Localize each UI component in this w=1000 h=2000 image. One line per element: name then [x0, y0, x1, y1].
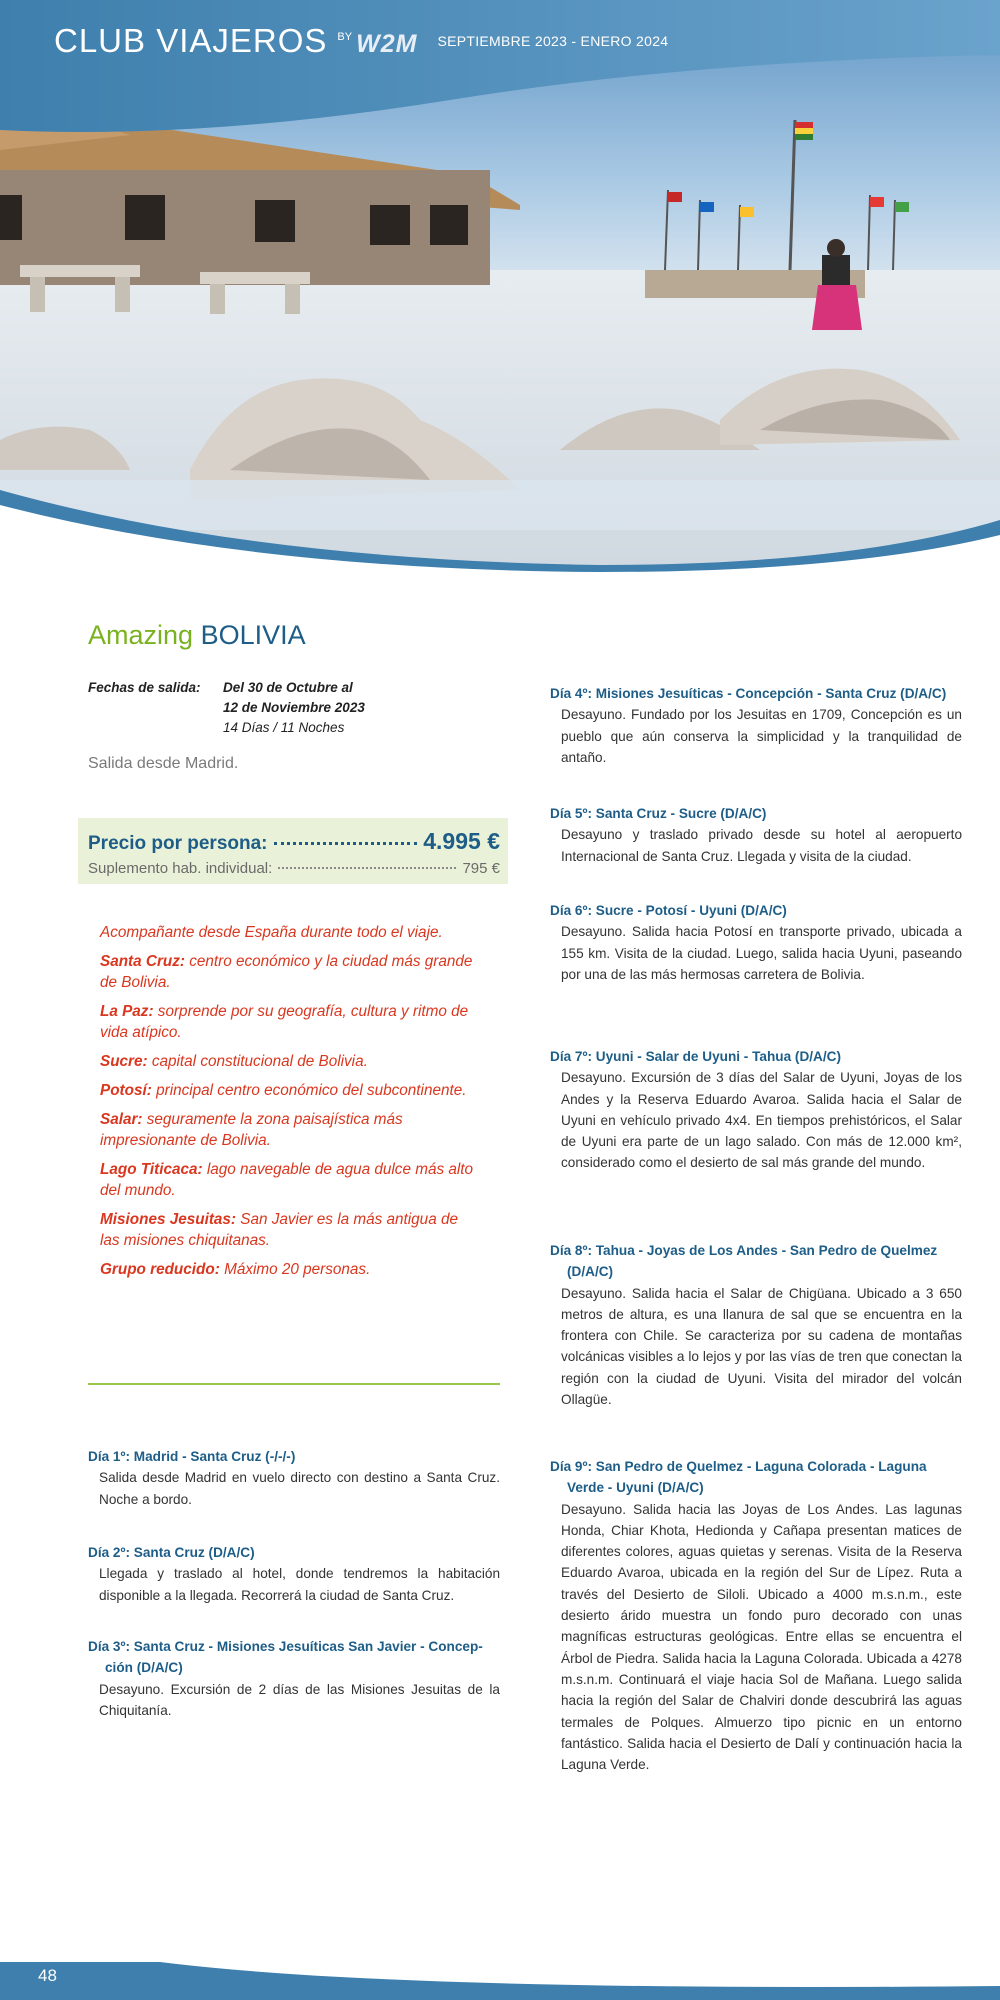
club-title: CLUB VIAJEROS — [54, 22, 328, 59]
price-box — [78, 818, 508, 884]
itinerary-day-6 — [550, 900, 962, 985]
supplement-leader-dots — [278, 867, 456, 869]
itinerary-day-3 — [88, 1636, 500, 1721]
dates-label: Fechas de salida: — [88, 680, 201, 695]
highlight-item: Lago Titicaca: lago navegable de agua dulce más alto del mundo. — [100, 1161, 474, 1199]
page-number: 48 — [38, 1966, 57, 1985]
highlight-item: Sucre: capital constitucional de Bolivia. — [100, 1053, 368, 1070]
dates-line-1: Del 30 de Octubre al — [223, 680, 353, 695]
hero-banner — [0, 0, 1000, 580]
itinerary-day-4 — [550, 683, 962, 768]
day-description: Desayuno. Salida hacia Potosí en transporte privado, ubicada a 155 km. Visita de la ciudad. Luego, salida hacia Uyuni, paseando por una de las más hermosas carretera de Bolivia. — [561, 924, 962, 982]
highlight-item: Santa Cruz: centro económico y la ciudad más grande de Bolivia. — [100, 953, 473, 991]
day-title: Día 4º: Misiones Jesuíticas - Concepción - Santa Cruz (D/A/C) — [550, 686, 947, 701]
price-value: 4.995 € — [423, 828, 500, 854]
brand-logo: W2M — [356, 30, 418, 58]
trip-title — [88, 620, 306, 651]
highlight-item: Potosí: principal centro económico del subcontinente. — [100, 1082, 467, 1099]
section-divider — [88, 1383, 500, 1385]
title-prefix: Amazing — [88, 620, 194, 650]
itinerary-day-7 — [550, 1046, 962, 1174]
highlight-item: Grupo reducido: Máximo 20 personas. — [100, 1261, 371, 1278]
day-title: Día 7º: Uyuni - Salar de Uyuni - Tahua (D/A/C) — [550, 1049, 841, 1064]
day-description: Desayuno y traslado privado desde su hotel al aeropuerto Internacional de Santa Cruz. Llegada y visita de la ciudad. — [561, 827, 962, 864]
day-description: Salida desde Madrid en vuelo directo con destino a Santa Cruz. Noche a bordo. — [99, 1470, 500, 1507]
day-description: Desayuno. Salida hacia el Salar de Chigüana. Ubicado a 3 650 metros de altura, es una llanura de sal que se encuentra en la frontera con Chile. Se caracteriza por su cadena de montañas volcánicas visibles a lo lejos y por las vías de tren que conectan la región con la ciudad de Uyuni. Visita del mirador del volcán Ollagüe. — [561, 1285, 962, 1408]
supplement-row — [88, 860, 500, 877]
supplement-value: 795 € — [462, 860, 500, 877]
footer-band — [0, 1962, 1000, 2000]
highlight-item: Acompañante desde España durante todo el viaje. — [100, 924, 443, 941]
day-description: Desayuno. Excursión de 2 días de las Misiones Jesuitas de la Chiquitanía. — [99, 1681, 500, 1718]
day-title: Día 5º: Santa Cruz - Sucre (D/A/C) — [550, 806, 767, 821]
highlight-item: Misiones Jesuitas: San Javier es la más antigua de las misiones chiquitanas. — [100, 1211, 458, 1249]
season-label: SEPTIEMBRE 2023 - ENERO 2024 — [437, 33, 669, 49]
day-title: Día 1º: Madrid - Santa Cruz (-/-/-) — [88, 1449, 296, 1464]
departure-city: Salida desde Madrid. — [88, 755, 239, 772]
itinerary-day-2 — [88, 1542, 500, 1606]
highlight-item: Salar: seguramente la zona paisajística más impresionante de Bolivia. — [100, 1111, 403, 1149]
itinerary-day-5 — [550, 803, 962, 867]
day-title: Día 2º: Santa Cruz (D/A/C) — [88, 1545, 255, 1560]
salt-flat-photo — [0, 0, 1000, 580]
highlight-item: La Paz: sorprende por su geografía, cultura y ritmo de vida atípico. — [100, 1003, 469, 1041]
supplement-label: Suplemento hab. individual: — [88, 860, 273, 877]
price-row — [88, 828, 500, 855]
day-title: Día 6º: Sucre - Potosí - Uyuni (D/A/C) — [550, 903, 787, 918]
day-description: Llegada y traslado al hotel, donde tendremos la habitación disponible a la llegada. Recorrerá la ciudad de Santa Cruz. — [99, 1566, 500, 1603]
by-label: BY — [337, 31, 353, 43]
itinerary-day-9 — [550, 1456, 962, 1775]
day-title: Día 9º: San Pedro de Quelmez - Laguna Colorada - Laguna Verde - Uyuni (D/A/C) — [550, 1459, 927, 1496]
price-label: Precio por persona: — [88, 833, 268, 854]
title-country: BOLIVIA — [200, 620, 306, 650]
day-title: Día 8º: Tahua - Joyas de Los Andes - San Pedro de Quelmez (D/A/C) — [550, 1243, 938, 1280]
day-description: Desayuno. Salida hacia las Joyas de Los Andes. Las lagunas Honda, Chiar Khota, Hedionda y Cañapa presentan matices de diferentes colores, aguas quietas y serenas. Visita de la Reserva Eduardo Avaroa, ubicada en la región del Sur de Lípez. Ruta a través del Desierto de Siloli. Ubicado a 4000 m.s.n.m., este desierto árido muestra un fondo puro decorado con unas magníficas estructuras geológicas. Entre ellas se encuentra el Árbol de Piedra. Salida hacia la Laguna Colorada. Ubicada a 4278 m.s.n.m. Continuará el viaje hacia Sol de Mañana. Luego salida hacia la región del Salar de Chalviri donde descubrirá las aguas termales de Polques. Almuerzo tipo picnic en un entorno fantástico. Salida hacia el Desierto de Dalí y continuación hacia la Laguna Verde. — [561, 1501, 962, 1773]
departure-dates — [88, 678, 365, 738]
day-description: Desayuno. Excursión de 3 días del Salar de Uyuni, Joyas de los Andes y la Reserva Eduardo Avaroa. Salida hacia el Salar de Uyuni en vehículo privado 4x4. En tiempos prehistóricos, el Salar de Uyuni era parte de un lago salado. Con más de 12.000 km², considerado como el desierto de sal más grande del mundo. — [561, 1070, 962, 1171]
dates-line-2: 12 de Noviembre 2023 — [223, 700, 365, 715]
itinerary-day-8 — [550, 1240, 962, 1410]
day-description: Desayuno. Fundado por los Jesuitas en 1709, Concepción es un pueblo que aún conserva la simplicidad y la tranquilidad de antaño. — [561, 707, 962, 765]
day-title: Día 3º: Santa Cruz - Misiones Jesuíticas San Javier - Concep- ción (D/A/C) — [88, 1639, 483, 1676]
trip-highlights — [100, 922, 480, 1288]
magazine-header — [54, 22, 668, 60]
dates-duration: 14 Días / 11 Noches — [223, 720, 345, 735]
price-leader-dots — [274, 842, 418, 845]
itinerary-day-1 — [88, 1446, 500, 1510]
